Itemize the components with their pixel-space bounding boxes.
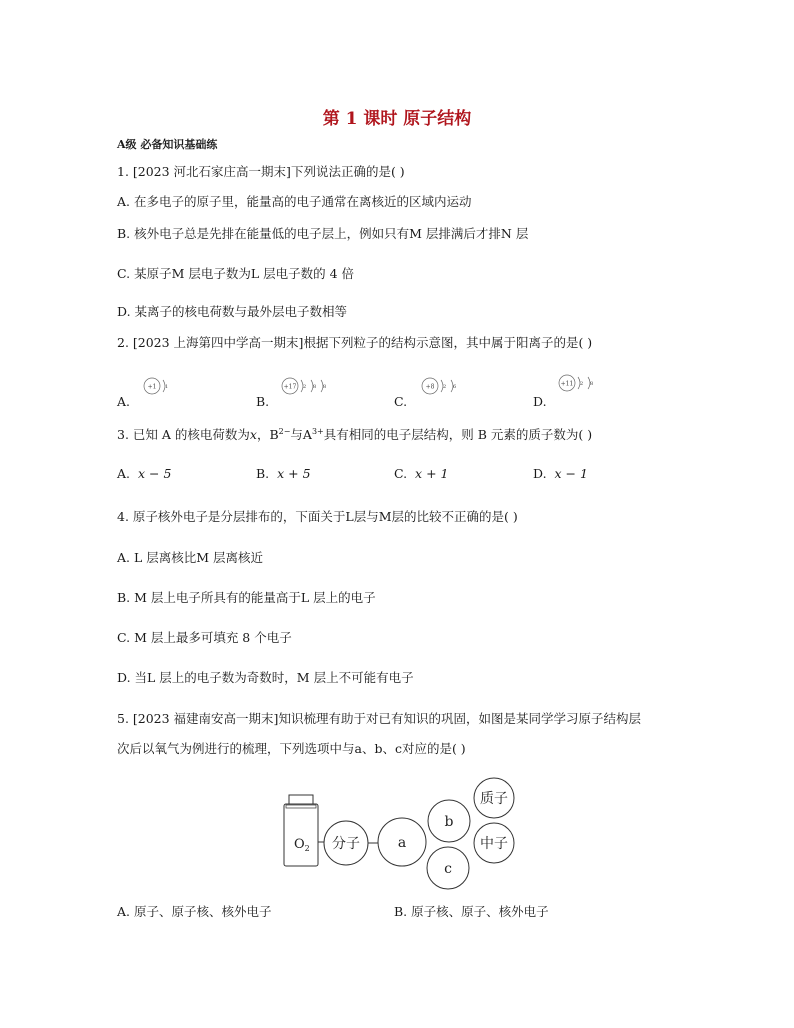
question-2-option-b-label[interactable]: B. [256,394,270,409]
atom-diagram-a [140,375,180,397]
ion-charge-a: 3+ [311,426,324,436]
question-1-option-d[interactable]: D. 某离子的核电荷数与最外层电子数相等 [117,304,348,319]
shell-electron-count: 2 [443,384,447,390]
question-2-option-a-label[interactable]: A. [117,394,131,409]
question-3-option-d[interactable] [533,466,588,481]
molecule-label: 分子 [332,836,360,852]
question-1-stem: 1. [2023 河北石家庄高一期末]下列说法正确的是( ) [117,164,405,179]
shell-electron-count: 6 [453,384,457,390]
bottle-formula: $O_2$ [294,837,310,853]
question-2-option-c-label[interactable]: C. [394,394,408,409]
nucleus-charge: +11 [560,380,574,388]
question-3-option-a[interactable] [117,466,171,481]
node-b-label: b [444,814,454,830]
shell-electron-count: 8 [323,384,327,390]
option-c-label: C. [394,466,408,481]
option-d-label: D. [533,466,547,481]
option-a-expr: x − 5 [137,466,172,481]
question-4-option-c[interactable]: C. M 层上最多可填充 8 个电子 [117,630,292,645]
atom-diagram-c [418,375,468,397]
question-3-option-b[interactable] [256,466,311,481]
question-5-option-b[interactable]: B. 原子核、原子、核外电子 [394,904,549,919]
question-1-option-c[interactable]: C. 某原子M 层电子数为L 层电子数的 4 倍 [117,266,355,281]
question-4-option-b[interactable]: B. M 层上电子所具有的能量高于L 层上的电子 [117,590,376,605]
nucleus-charge: +17 [283,383,297,391]
question-3-stem-mid1: ，B [256,427,279,442]
atom-diagram-b [278,375,338,397]
bottle-shoulder [286,805,316,808]
section-heading: A级 必备知识基础练 [117,138,218,151]
option-b-label: B. [256,466,270,481]
question-3-stem-mid2: 与A [290,427,312,442]
shell-electron-count: 8 [590,381,594,387]
question-5-option-a[interactable]: A. 原子、原子核、核外电子 [117,904,272,919]
shell-electron-count: 1 [165,384,169,390]
question-2-stem: 2. [2023 上海第四中学高一期末]根据下列粒子的结构示意图，其中属于阳离子的是( ) [117,335,593,350]
atom-diagram-d [555,372,605,394]
question-3-stem [117,425,592,443]
oxygen-structure-diagram [272,770,532,895]
neutron-label: 中子 [480,836,508,852]
option-d-expr: x − 1 [554,466,588,481]
ion-charge-b: 2− [278,426,291,436]
shell-electron-count: 8 [313,384,317,390]
page-title: 第 1 课时 原子结构 [322,109,472,129]
question-5-stem-line2: 次后以氧气为例进行的梳理，下列选项中与a、b、c对应的是( ) [117,741,466,756]
question-3-option-c[interactable] [394,466,448,481]
option-b-expr: x + 5 [277,466,311,481]
question-5-stem-line1: 5. [2023 福建南安高一期末]知识梳理有助于对已有知识的巩固，如图是某同学学习原子结构层 [117,711,641,726]
shell-electron-count: 2 [580,381,584,387]
proton-label: 质子 [480,791,508,807]
bottle-body [284,804,318,866]
shell-electron-count: 2 [303,384,307,390]
question-3-stem-prefix: 3. 已知 A 的核电荷数为 [117,427,250,442]
option-a-label: A. [117,466,131,481]
node-c-label: c [444,861,452,877]
question-1-option-b[interactable]: B. 核外电子总是先排在能量低的电子层上，例如只有M 层排满后才排N 层 [117,226,529,241]
variable-x: x [249,427,257,442]
option-c-expr: x + 1 [415,466,449,481]
node-a-label: a [397,835,407,851]
question-3-stem-suffix: 具有相同的电子层结构，则 B 元素的质子数为( ) [323,427,593,442]
bottle-neck [289,795,313,804]
question-4-option-d[interactable]: D. 当L 层上的电子数为奇数时，M 层上不可能有电子 [117,670,414,685]
nucleus-charge: +1 [147,383,157,391]
question-4-stem: 4. 原子核外电子是分层排布的，下面关于L层与M层的比较不正确的是( ) [117,509,518,524]
nucleus-charge: +8 [425,383,435,391]
question-1-option-a[interactable]: A. 在多电子的原子里，能量高的电子通常在离核近的区域内运动 [117,194,472,209]
question-4-option-a[interactable]: A. L 层离核比M 层离核近 [117,550,264,565]
question-2-option-d-label[interactable]: D. [533,394,547,409]
